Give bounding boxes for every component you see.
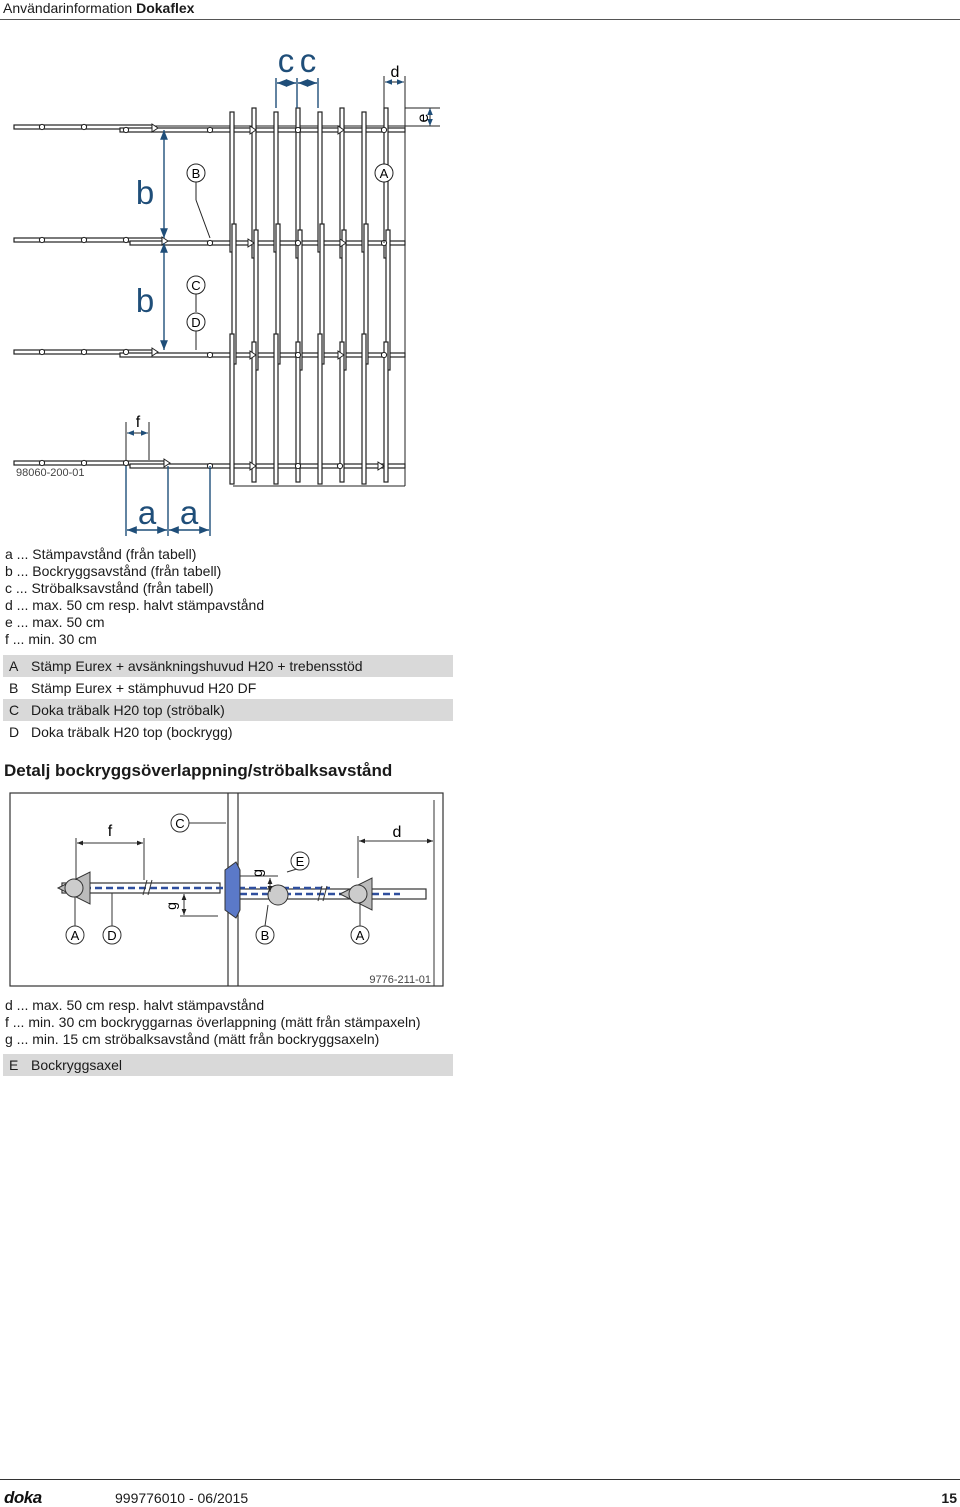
key-row bbox=[3, 721, 453, 743]
dim-d: d bbox=[390, 64, 400, 81]
callout-A: A bbox=[379, 166, 389, 181]
detail-dim-g1: g bbox=[249, 869, 265, 877]
legend-1-b: b ... Bockryggsavstånd (från tabell) bbox=[5, 563, 222, 579]
key-text: Doka träbalk H20 top (ströbalk) bbox=[31, 702, 225, 718]
detail-callout-B: B bbox=[260, 928, 270, 943]
doka-logo bbox=[4, 1489, 64, 1505]
key-text: Doka träbalk H20 top (bockrygg) bbox=[31, 724, 233, 740]
section-title: Detalj bockryggsöverlappning/ströbalksavstånd bbox=[4, 761, 393, 780]
callout-C: C bbox=[191, 278, 201, 293]
legend-1-d: d ... max. 50 cm resp. halvt stämpavstånd bbox=[5, 597, 265, 613]
dim-f: f bbox=[135, 414, 141, 431]
legend-2-g: g ... min. 15 cm ströbalksavstånd (mätt från bockryggsaxeln) bbox=[5, 1031, 380, 1047]
footer-page-number: 15 bbox=[941, 1490, 957, 1506]
key-letter: A bbox=[9, 658, 19, 674]
key-letter: E bbox=[9, 1057, 19, 1073]
legend-1-a: a ... Stämpavstånd (från tabell) bbox=[5, 546, 197, 562]
footer-doc-number: 999776010 - 06/2015 bbox=[115, 1490, 249, 1506]
dim-b2: b bbox=[135, 282, 155, 319]
header-rule bbox=[0, 19, 960, 20]
page-header bbox=[3, 0, 194, 16]
header-prefix: Användarinformation bbox=[3, 0, 133, 16]
doka-logo-text: doka bbox=[4, 1489, 42, 1505]
key-letter: B bbox=[9, 680, 19, 696]
key-text: Bockryggsaxel bbox=[31, 1057, 123, 1073]
detail-callout-D: D bbox=[107, 928, 117, 943]
detail-dim-f: f bbox=[107, 823, 113, 840]
dim-b1: b bbox=[135, 174, 155, 211]
detail-callout-E: E bbox=[295, 854, 305, 869]
key-letter: C bbox=[9, 702, 20, 718]
figure1-code: 98060-200-01 bbox=[16, 467, 85, 479]
legend-1-c: c ... Ströbalksavstånd (från tabell) bbox=[5, 580, 214, 596]
dim-c1: c bbox=[277, 42, 295, 79]
dim-a2: a bbox=[179, 494, 199, 531]
legend-1-f: f ... min. 30 cm bbox=[5, 631, 97, 647]
key-text: Stämp Eurex + stämphuvud H20 DF bbox=[31, 680, 257, 696]
detail-dim-d: d bbox=[392, 824, 402, 841]
dim-c2: c bbox=[299, 42, 317, 79]
legend-1 bbox=[5, 546, 264, 648]
dim-e: e bbox=[415, 113, 432, 123]
detail-callout-C: C bbox=[175, 816, 185, 831]
formwork-plan-figure bbox=[0, 40, 460, 540]
header-title: Dokaflex bbox=[136, 0, 195, 16]
detail-dim-g2: g bbox=[163, 902, 179, 910]
key-letter: D bbox=[9, 724, 20, 740]
detail-callout-A1: A bbox=[70, 928, 80, 943]
key-table-1 bbox=[3, 655, 453, 743]
key-table-2 bbox=[3, 1054, 453, 1076]
overlap-detail-figure bbox=[0, 790, 460, 990]
figure2-code: 9776-211-01 bbox=[369, 974, 431, 986]
dim-a1: a bbox=[137, 494, 157, 531]
callout-D: D bbox=[191, 315, 201, 330]
key-text: Stämp Eurex + avsänkningshuvud H20 + trebensstöd bbox=[31, 658, 363, 674]
key-row bbox=[3, 655, 453, 677]
legend-2-f: f ... min. 30 cm bockryggarnas överlappning (mätt från stämpaxeln) bbox=[5, 1014, 421, 1030]
key-row bbox=[3, 1054, 453, 1076]
key-row bbox=[3, 677, 453, 699]
detail-callout-A2: A bbox=[355, 928, 365, 943]
footer-rule bbox=[0, 1479, 960, 1480]
legend-2 bbox=[5, 997, 421, 1048]
callout-B: B bbox=[191, 166, 201, 181]
legend-1-e: e ... max. 50 cm bbox=[5, 614, 105, 630]
key-row bbox=[3, 699, 453, 721]
legend-2-d: d ... max. 50 cm resp. halvt stämpavstånd bbox=[5, 997, 265, 1013]
